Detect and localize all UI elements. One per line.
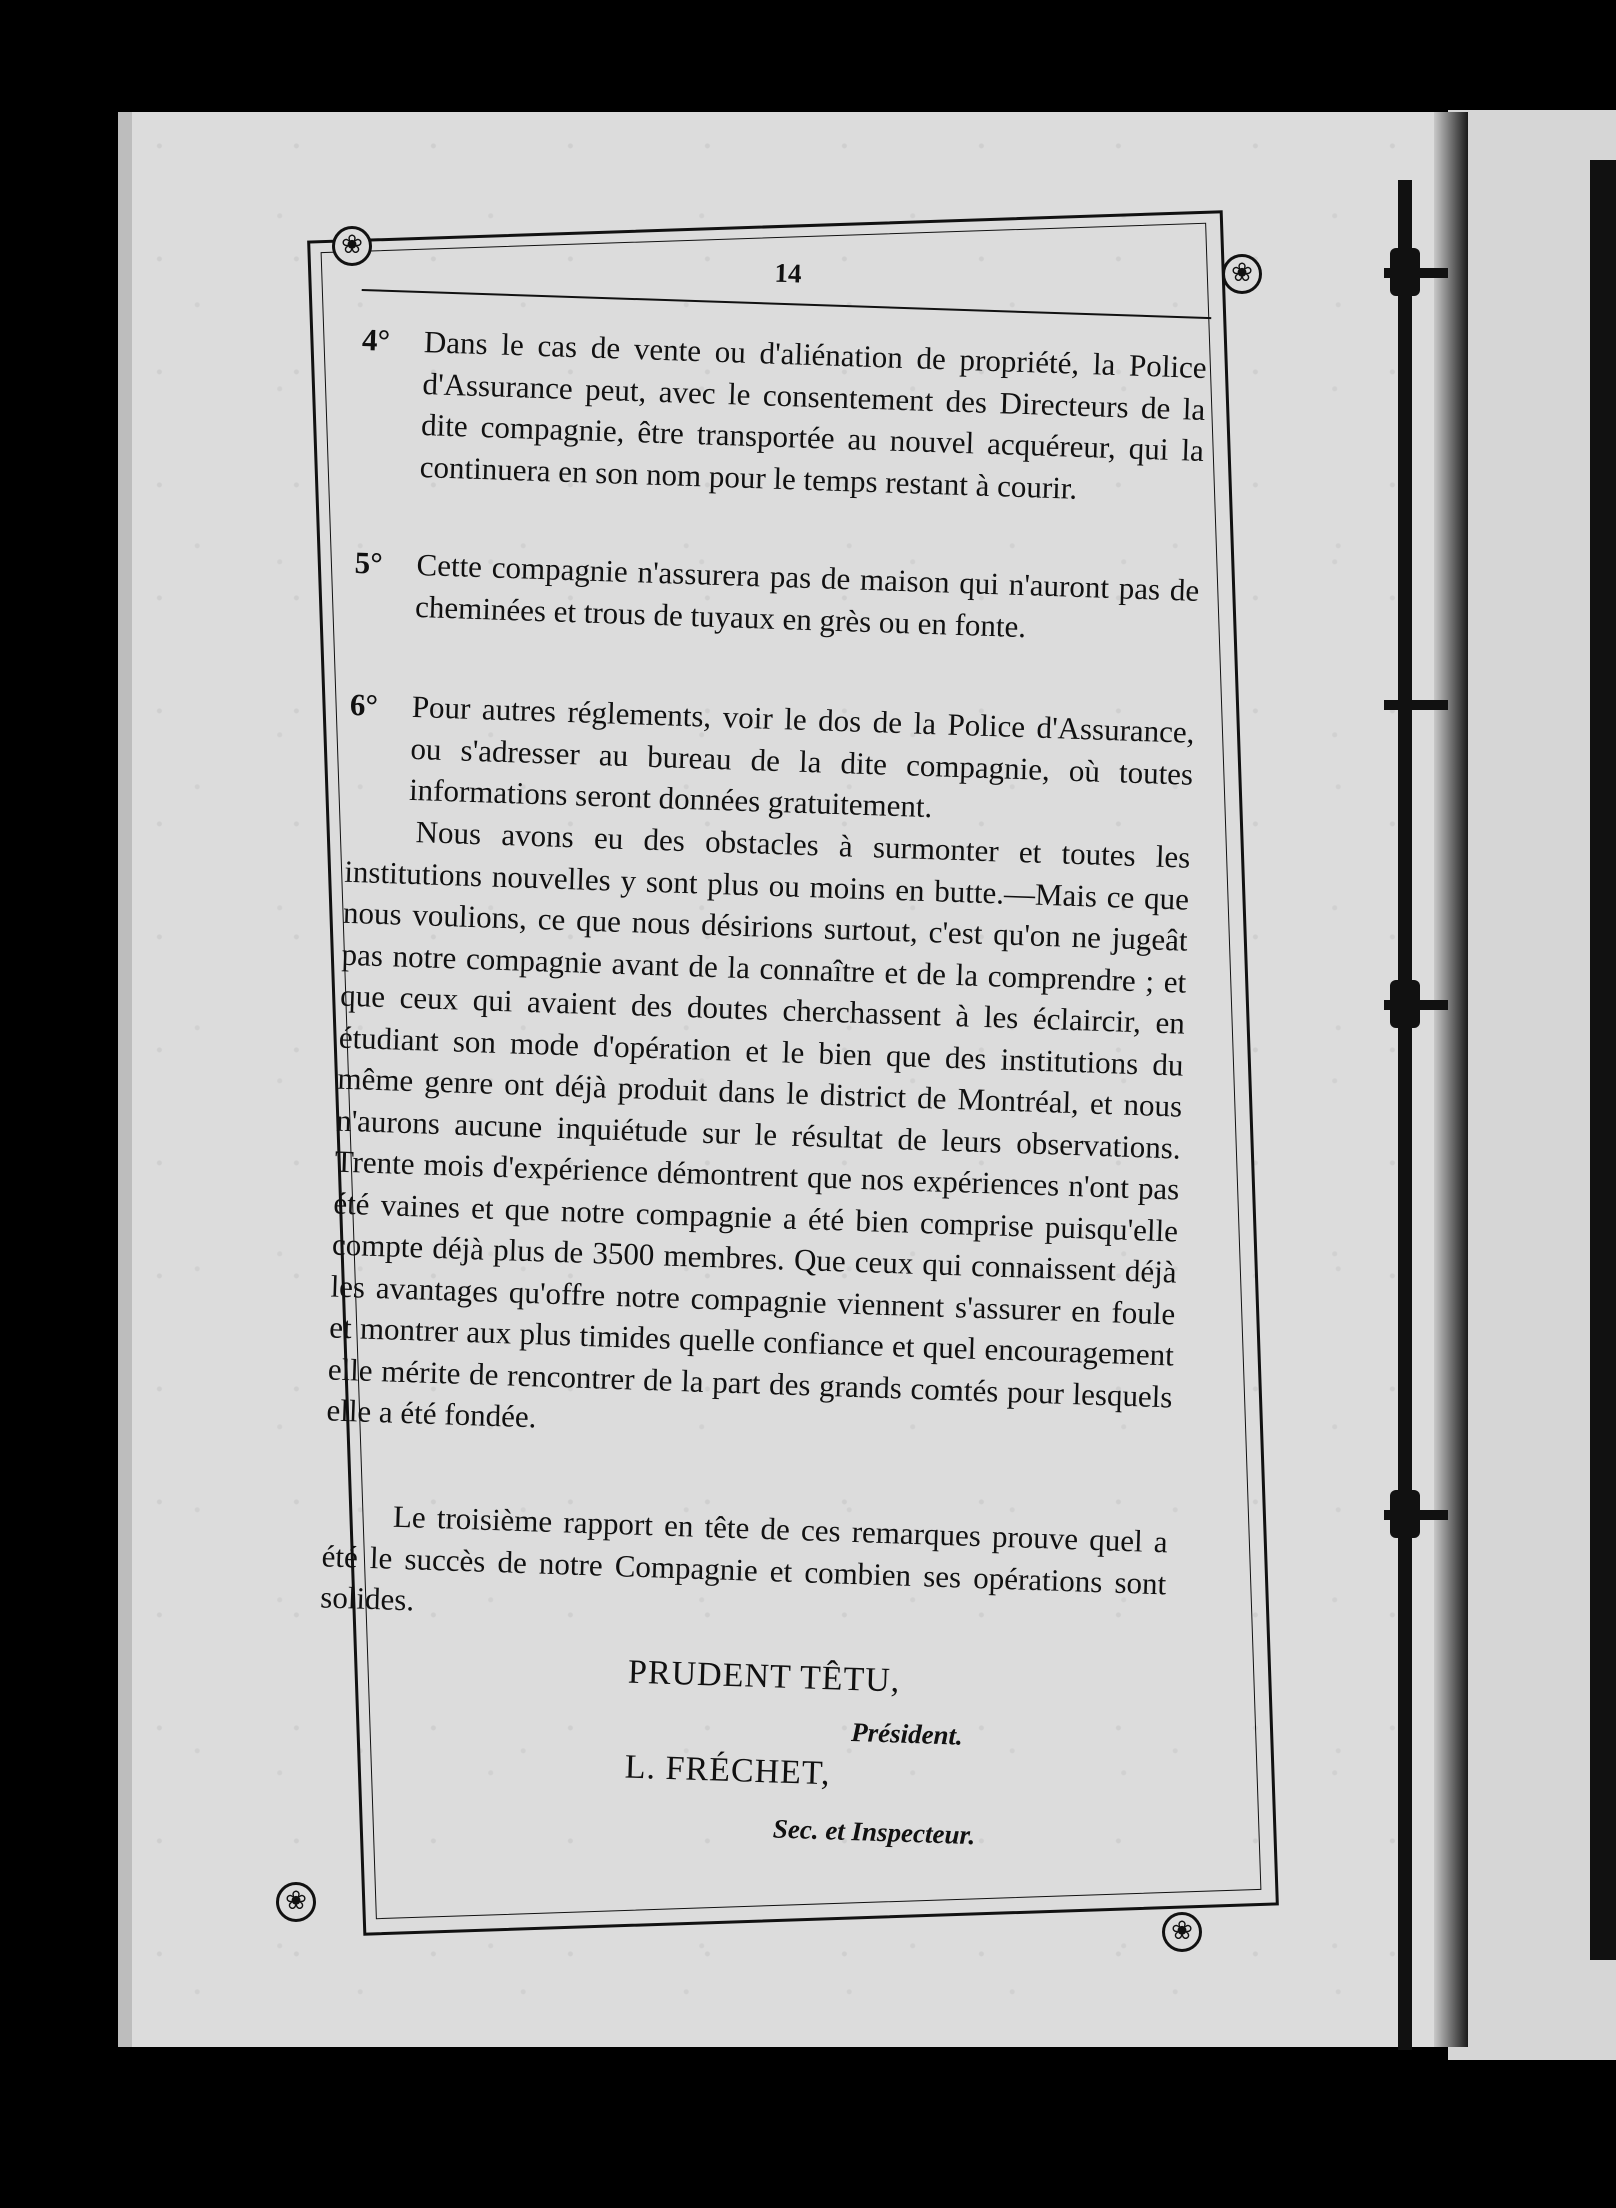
binding-tick: [1384, 700, 1448, 710]
body-paragraph: Nous avons eu des obstacles à surmonter et toutes les institutions nouvelles y sont plus ou moins en butte.—Mais ce que nous voulions, ce que nous désirions surtout, c'est qu'on ne jugeât pas notre compagnie avant de la connaître et de la comprendre ; et que ceux qui avaient des doutes cherchassent à les éclaircir, en étudiant son mode d'opération et le bien que des institutions du même genre ont déjà produit dans le district de Montréal, et nous n'aurons aucune inquiétude sur le résultat de leurs observations. Trente mois d'expérience démontrent que nos expériences n'ont pas été vaines et que notre compagnie a été bien comprise puisqu'elle compte déjà plus de 3500 membres. Que ceux qui connaissent déjà les avantages qu'offre notre compagnie viennent s'assurer en foule et montrer aux plus timides quelle confiance et quel encouragement elle mérite de rencontrer de la part des grands comtés pour lesquels elle a été fondée.: [325, 814, 1191, 1435]
rule-number: 4°: [361, 322, 391, 358]
signature-name-secretary: L. FRÉCHET,: [624, 1748, 832, 1793]
page-text-block: [292, 243, 1225, 1891]
rule-text: Pour autres réglements, voir le dos de la Police d'Assurance, ou s'adresser au bureau de la dite compagnie, où toutes informations seront données gratuitement.: [408, 688, 1196, 825]
corner-ornament-icon: ❀: [1162, 1912, 1202, 1952]
rule-text: Cette compagnie n'assurera pas de maison qui n'auront pas de cheminées et trous de tuyaux en grès ou en fonte.: [414, 546, 1200, 644]
rule-item-5: [353, 542, 1200, 653]
signature-name-president: PRUDENT TÊTU,: [627, 1653, 901, 1700]
corner-ornament-icon: ❀: [276, 1882, 316, 1922]
rule-number: 5°: [354, 544, 384, 581]
rule-text: Dans le cas de vente ou d'aliénation de propriété, la Police d'Assurance peut, avec le consentement des Directeurs de la dite compagnie, être transportée au nouvel acquéreur, qui la continuera en son nom pour le temps restant à courir.: [419, 324, 1208, 506]
rule-number: 6°: [349, 686, 379, 723]
signature-title-secretary: Sec. et Inspecteur.: [772, 1813, 976, 1851]
page-gutter-shadow: [1434, 112, 1468, 2047]
rule-item-4: [357, 319, 1207, 513]
corner-ornament-icon: ❀: [332, 226, 372, 266]
closing-paragraph: Le troisième rapport en tête de ces remarques prouve quel a été le succès de notre Compagnie et combien ses opérations sont solides.: [319, 1498, 1169, 1618]
binding-clip: [1390, 1490, 1420, 1538]
binding-tick: [1384, 268, 1448, 278]
facing-page-shadow: [1590, 160, 1616, 1960]
binding-tick: [1384, 1000, 1448, 1010]
binding-spine: [1398, 180, 1412, 2050]
header-rule: [362, 289, 1212, 319]
signature-title-president: Président.: [850, 1717, 964, 1751]
page-number: 14: [774, 257, 802, 289]
corner-ornament-icon: ❀: [1222, 254, 1262, 294]
